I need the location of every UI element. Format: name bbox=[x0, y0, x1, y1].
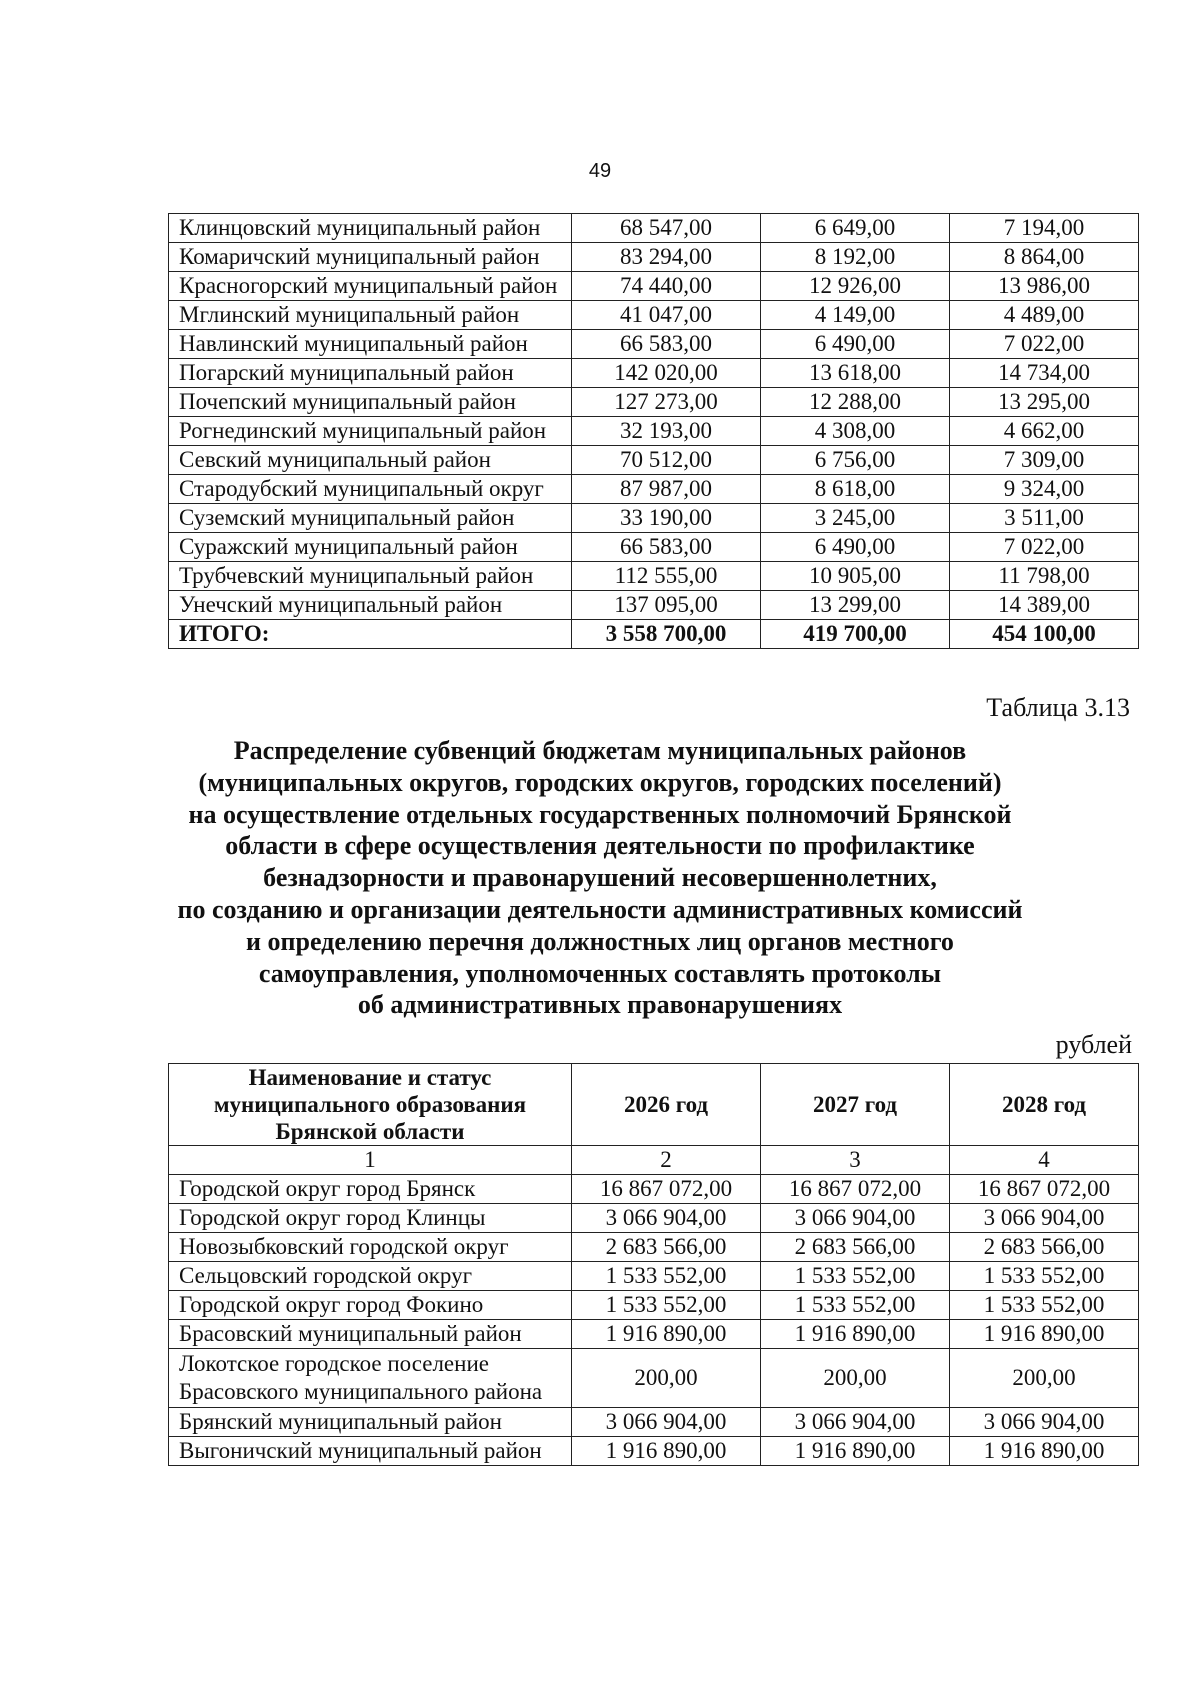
row-name: Локотское городское поселение Брасовского муниципального района bbox=[169, 1349, 572, 1408]
table-row bbox=[169, 591, 1139, 620]
value-2028: 1 533 552,00 bbox=[950, 1291, 1139, 1320]
value-2026: 66 583,00 bbox=[572, 330, 761, 359]
row-name: Городской округ город Брянск bbox=[169, 1175, 572, 1204]
value-2028: 200,00 bbox=[950, 1349, 1139, 1408]
value-2026: 1 533 552,00 bbox=[572, 1262, 761, 1291]
value-2026: 200,00 bbox=[572, 1349, 761, 1408]
title-line: области в сфере осуществления деятельности по профилактике bbox=[225, 831, 975, 861]
value-2027: 6 490,00 bbox=[761, 533, 950, 562]
value-2028: 3 511,00 bbox=[950, 504, 1139, 533]
header-2026: 2026 год bbox=[572, 1064, 761, 1146]
row-name: Клинцовский муниципальный район bbox=[169, 214, 572, 243]
header-name: Наименование и статус муниципального образования Брянской области bbox=[169, 1064, 572, 1146]
value-2026: 3 558 700,00 bbox=[572, 620, 761, 649]
value-2026: 87 987,00 bbox=[572, 475, 761, 504]
value-2027: 200,00 bbox=[761, 1349, 950, 1408]
table-row bbox=[169, 1262, 1139, 1291]
row-name: Стародубский муниципальный округ bbox=[169, 475, 572, 504]
value-2026: 142 020,00 bbox=[572, 359, 761, 388]
value-2028: 1 533 552,00 bbox=[950, 1262, 1139, 1291]
value-2026: 66 583,00 bbox=[572, 533, 761, 562]
header-2028: 2028 год bbox=[950, 1064, 1139, 1146]
value-2027: 3 245,00 bbox=[761, 504, 950, 533]
unit-label: рублей bbox=[1055, 1030, 1132, 1059]
table-row bbox=[169, 1175, 1139, 1204]
bottom-table-body bbox=[169, 1175, 1139, 1466]
table-row bbox=[169, 330, 1139, 359]
column-index: 2 bbox=[572, 1146, 761, 1175]
table-caption: Таблица 3.13 bbox=[986, 693, 1130, 722]
table-row bbox=[169, 446, 1139, 475]
value-2027: 13 299,00 bbox=[761, 591, 950, 620]
table-title bbox=[150, 735, 1050, 1021]
value-2028: 16 867 072,00 bbox=[950, 1175, 1139, 1204]
table-row bbox=[169, 272, 1139, 301]
table-row bbox=[169, 1204, 1139, 1233]
value-2027: 1 533 552,00 bbox=[761, 1262, 950, 1291]
value-2028: 7 309,00 bbox=[950, 446, 1139, 475]
value-2027: 2 683 566,00 bbox=[761, 1233, 950, 1262]
value-2028: 1 916 890,00 bbox=[950, 1320, 1139, 1349]
row-name: Городской округ город Фокино bbox=[169, 1291, 572, 1320]
value-2027: 419 700,00 bbox=[761, 620, 950, 649]
title-line: (муниципальных округов, городских округов, городских поселений) bbox=[198, 767, 1002, 797]
value-2026: 112 555,00 bbox=[572, 562, 761, 591]
column-index: 4 bbox=[950, 1146, 1139, 1175]
bottom-subvention-table bbox=[168, 1063, 1139, 1466]
value-2028: 3 066 904,00 bbox=[950, 1408, 1139, 1437]
value-2028: 4 662,00 bbox=[950, 417, 1139, 446]
title-line: об административных правонарушениях bbox=[357, 990, 843, 1020]
value-2026: 33 190,00 bbox=[572, 504, 761, 533]
value-2028: 13 986,00 bbox=[950, 272, 1139, 301]
row-name: Брянский муниципальный район bbox=[169, 1408, 572, 1437]
value-2027: 8 192,00 bbox=[761, 243, 950, 272]
value-2028: 8 864,00 bbox=[950, 243, 1139, 272]
table-row bbox=[169, 301, 1139, 330]
value-2027: 1 916 890,00 bbox=[761, 1320, 950, 1349]
value-2027: 6 490,00 bbox=[761, 330, 950, 359]
value-2026: 1 533 552,00 bbox=[572, 1291, 761, 1320]
table-row bbox=[169, 562, 1139, 591]
value-2027: 12 288,00 bbox=[761, 388, 950, 417]
value-2028: 1 916 890,00 bbox=[950, 1437, 1139, 1466]
column-index-row bbox=[169, 1146, 1139, 1175]
value-2028: 454 100,00 bbox=[950, 620, 1139, 649]
value-2027: 6 649,00 bbox=[761, 214, 950, 243]
value-2026: 127 273,00 bbox=[572, 388, 761, 417]
row-name: Суземский муниципальный район bbox=[169, 504, 572, 533]
table-row bbox=[169, 1233, 1139, 1262]
title-line: и определению перечня должностных лиц органов местного bbox=[246, 926, 954, 956]
table-row bbox=[169, 533, 1139, 562]
value-2027: 4 149,00 bbox=[761, 301, 950, 330]
row-name: Городской округ город Клинцы bbox=[169, 1204, 572, 1233]
top-table-body bbox=[169, 214, 1139, 649]
top-subvention-table bbox=[168, 213, 1139, 649]
value-2027: 8 618,00 bbox=[761, 475, 950, 504]
value-2027: 6 756,00 bbox=[761, 446, 950, 475]
row-name: Погарский муниципальный район bbox=[169, 359, 572, 388]
value-2028: 9 324,00 bbox=[950, 475, 1139, 504]
row-name: Сельцовский городской округ bbox=[169, 1262, 572, 1291]
value-2027: 1 533 552,00 bbox=[761, 1291, 950, 1320]
value-2026: 41 047,00 bbox=[572, 301, 761, 330]
value-2026: 1 916 890,00 bbox=[572, 1437, 761, 1466]
table-row bbox=[169, 359, 1139, 388]
title-line: на осуществление отдельных государственных полномочий Брянской bbox=[188, 799, 1012, 829]
row-name: Навлинский муниципальный район bbox=[169, 330, 572, 359]
column-index: 3 bbox=[761, 1146, 950, 1175]
value-2028: 7 022,00 bbox=[950, 330, 1139, 359]
row-name: Мглинский муниципальный район bbox=[169, 301, 572, 330]
table-row bbox=[169, 1408, 1139, 1437]
row-name: Красногорский муниципальный район bbox=[169, 272, 572, 301]
table-row bbox=[169, 1291, 1139, 1320]
column-index: 1 bbox=[169, 1146, 572, 1175]
value-2028: 3 066 904,00 bbox=[950, 1204, 1139, 1233]
table-row bbox=[169, 504, 1139, 533]
value-2026: 3 066 904,00 bbox=[572, 1204, 761, 1233]
value-2026: 70 512,00 bbox=[572, 446, 761, 475]
value-2028: 2 683 566,00 bbox=[950, 1233, 1139, 1262]
header-row bbox=[169, 1064, 1139, 1146]
value-2026: 16 867 072,00 bbox=[572, 1175, 761, 1204]
row-name: Унечский муниципальный район bbox=[169, 591, 572, 620]
value-2026: 74 440,00 bbox=[572, 272, 761, 301]
title-line: по созданию и организации деятельности административных комиссий bbox=[177, 894, 1023, 924]
row-name: Выгоничский муниципальный район bbox=[169, 1437, 572, 1466]
row-name: Почепский муниципальный район bbox=[169, 388, 572, 417]
value-2026: 3 066 904,00 bbox=[572, 1408, 761, 1437]
value-2028: 14 734,00 bbox=[950, 359, 1139, 388]
value-2028: 14 389,00 bbox=[950, 591, 1139, 620]
value-2028: 13 295,00 bbox=[950, 388, 1139, 417]
row-name: ИТОГО: bbox=[169, 620, 572, 649]
table-row bbox=[169, 1437, 1139, 1466]
table-row bbox=[169, 475, 1139, 504]
value-2027: 3 066 904,00 bbox=[761, 1408, 950, 1437]
value-2027: 4 308,00 bbox=[761, 417, 950, 446]
value-2026: 1 916 890,00 bbox=[572, 1320, 761, 1349]
row-name: Севский муниципальный район bbox=[169, 446, 572, 475]
page-number: 49 bbox=[588, 160, 612, 182]
table-row bbox=[169, 620, 1139, 649]
title-line: самоуправления, уполномоченных составлять протоколы bbox=[258, 958, 942, 988]
value-2026: 83 294,00 bbox=[572, 243, 761, 272]
row-name: Трубчевский муниципальный район bbox=[169, 562, 572, 591]
title-line: безнадзорности и правонарушений несовершеннолетних, bbox=[263, 863, 937, 893]
value-2027: 12 926,00 bbox=[761, 272, 950, 301]
value-2027: 1 916 890,00 bbox=[761, 1437, 950, 1466]
value-2027: 16 867 072,00 bbox=[761, 1175, 950, 1204]
table-row bbox=[169, 243, 1139, 272]
table-row bbox=[169, 1320, 1139, 1349]
header-2027: 2027 год bbox=[761, 1064, 950, 1146]
row-name: Суражский муниципальный район bbox=[169, 533, 572, 562]
title-line: Распределение субвенций бюджетам муниципальных районов bbox=[233, 736, 967, 765]
value-2028: 4 489,00 bbox=[950, 301, 1139, 330]
table-row bbox=[169, 214, 1139, 243]
value-2028: 7 194,00 bbox=[950, 214, 1139, 243]
value-2027: 10 905,00 bbox=[761, 562, 950, 591]
value-2028: 7 022,00 bbox=[950, 533, 1139, 562]
value-2026: 2 683 566,00 bbox=[572, 1233, 761, 1262]
row-name: Рогнединский муниципальный район bbox=[169, 417, 572, 446]
value-2026: 137 095,00 bbox=[572, 591, 761, 620]
table-row bbox=[169, 417, 1139, 446]
row-name: Брасовский муниципальный район bbox=[169, 1320, 572, 1349]
row-name: Комаричский муниципальный район bbox=[169, 243, 572, 272]
value-2027: 13 618,00 bbox=[761, 359, 950, 388]
value-2027: 3 066 904,00 bbox=[761, 1204, 950, 1233]
row-name: Новозыбковский городской округ bbox=[169, 1233, 572, 1262]
value-2026: 32 193,00 bbox=[572, 417, 761, 446]
value-2028: 11 798,00 bbox=[950, 562, 1139, 591]
table-row bbox=[169, 1349, 1139, 1408]
table-row bbox=[169, 388, 1139, 417]
value-2026: 68 547,00 bbox=[572, 214, 761, 243]
